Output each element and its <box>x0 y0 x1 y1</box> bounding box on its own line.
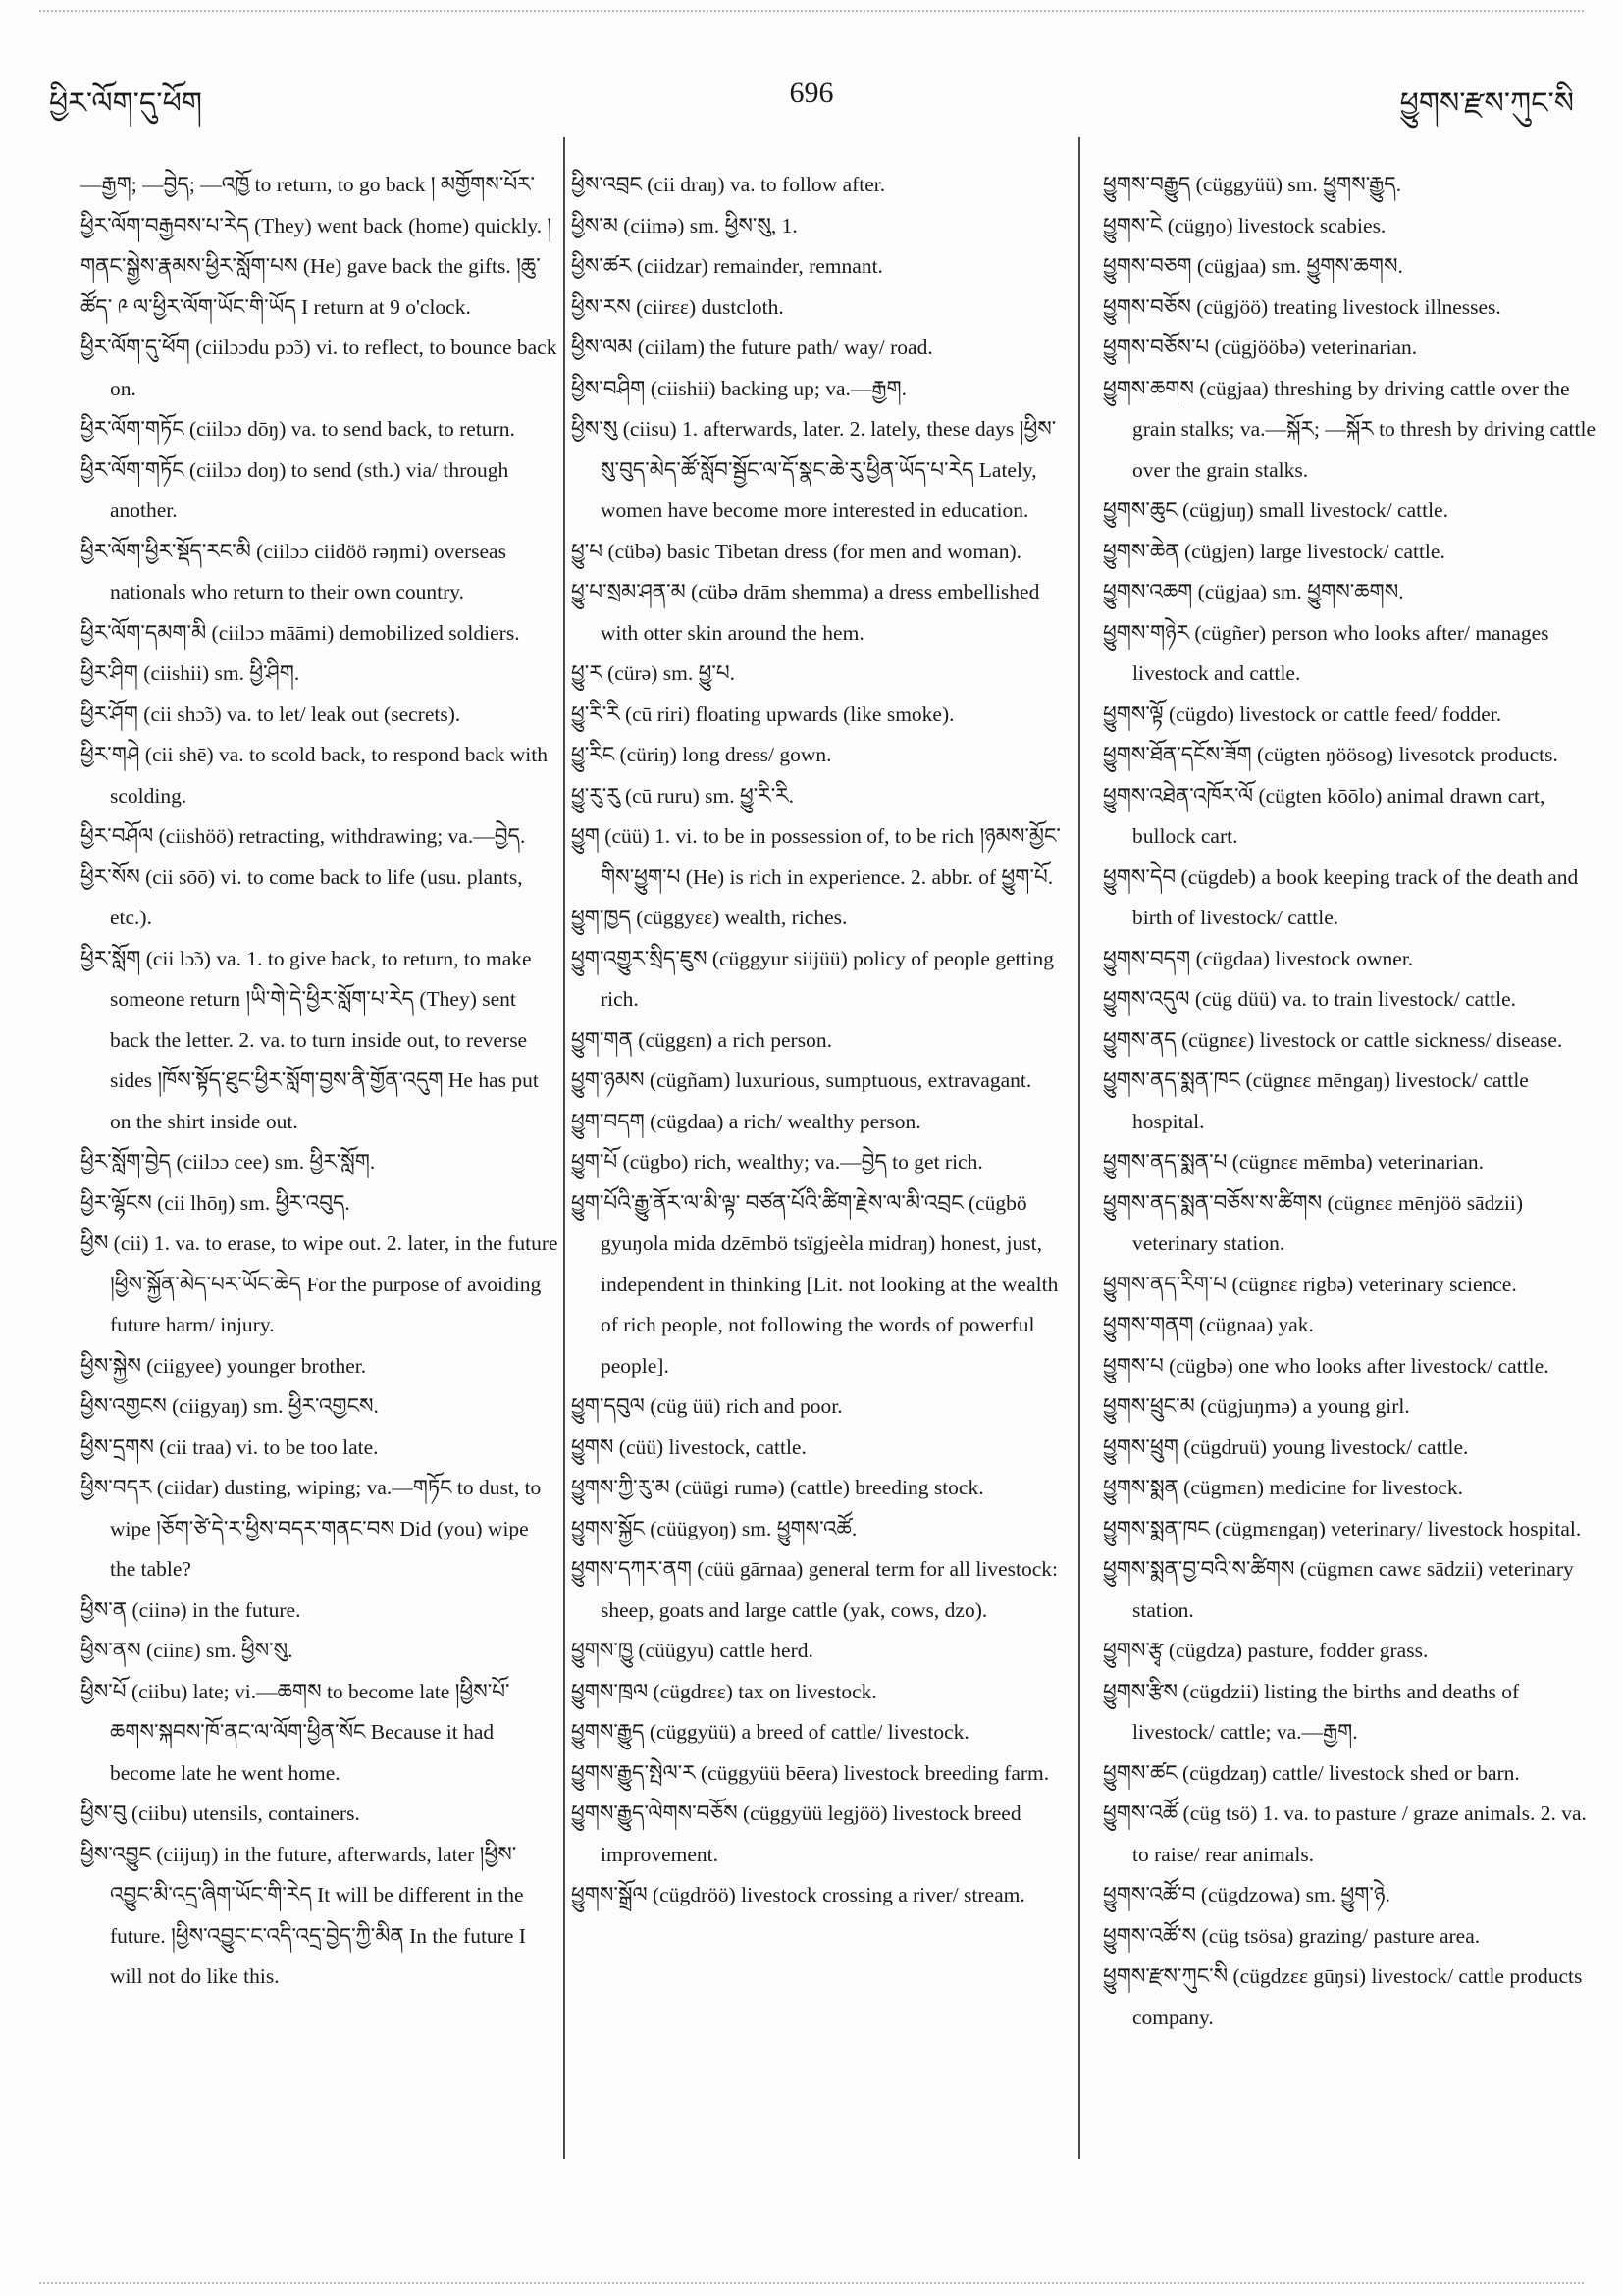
dictionary-entry: ཕྱིས་སུ (ciisu) 1. afterwards, later. 2. lately, these days །ཕྱིས་སུ་བུད་མེད་ཚོ་སློབ་སྦྱོང་ལ་དོ་སྣང་ཆེ་རུ་ཕྱིན་ཡོད་པ་རེད Lately, women have become more interested in education. <box>571 417 1057 522</box>
dictionary-entry: ཕྱུགས་བཅོས (cügjöö) treating livestock illnesses. <box>1103 294 1501 319</box>
dictionary-entry: ཕྱུགས་པ (cügbə) one who looks after livestock/ cattle. <box>1103 1353 1549 1378</box>
dictionary-entry: ཕྱུགས་ནད་རིག་པ (cügnɛɛ rigbə) veterinary science. <box>1103 1272 1517 1296</box>
dictionary-entry: ཕྱུ་པ་སྲམ་ཤན་མ (cübə drām shemma) a dress embellished with otter skin around the hem. <box>571 580 1040 645</box>
dictionary-entry: ཕྱིས་དྲགས (cii traa) vi. to be too late. <box>80 1435 379 1459</box>
dictionary-entry: ཕྱུགས་ཆེན (cügjen) large livestock/ cattle. <box>1103 539 1445 563</box>
column-middle <box>571 165 1064 1916</box>
dictionary-entry: ཕྱིར་ཤོག (cii shɔ̃ɔ) va. to let/ leak out (secrets). <box>80 702 461 726</box>
dictionary-entry: ཕྱིས་རས (ciirɛɛ) dustcloth. <box>571 294 784 319</box>
dictionary-entry: ཕྱིར་ལྷོངས (cii lhōŋ) sm. ཕྱིར་འབུད. <box>80 1190 350 1215</box>
dictionary-entry: ཕྱིར་གཤེ (cii shē) va. to scold back, to respond back with scolding. <box>80 743 548 808</box>
dictionary-entry: ཕྱིས་མ (ciimə) sm. ཕྱིས་སུ, 1. <box>571 213 798 237</box>
dictionary-entry: ཕྱིས་འབྱུང (ciijuŋ) in the future, afterwards, later །ཕྱིས་འབྱུང་མི་འདྲ་ཞིག་ཡོང་གི་རེད It will be different in the future. །ཕྱིས་འབྱུང་ང་འདི་འདྲ་བྱེད་ཀྱི་མིན In the future I will not do like this. <box>80 1842 526 1988</box>
dictionary-entry: ཕྱུགས་རྒྱུད་སྤེལ་ར (cüggyüü bēera) livestock breeding farm. <box>571 1760 1050 1785</box>
dictionary-entry: ཕྱིས་ནས (ciinɛ) sm. ཕྱིས་སུ. <box>80 1639 293 1662</box>
dictionary-entry: ཕྱུག་པོའི་རྒྱུ་ནོར་ལ་མི་ལྟ་ བཙན་པོའི་ཚིག་རྗེས་ལ་མི་འབྲང (cügbö gyuŋola mida dzēmbö tsïgjeèla midraŋ) honest, just, independent in thinking [Lit. not looking at the wealth of rich people, not following the words of powerful people]. <box>571 1190 1059 1378</box>
dictionary-entry: ཕྱིས་འགྱངས (ciigyaŋ) sm. ཕྱིར་འགྱངས. <box>80 1394 379 1418</box>
dictionary-entry: ཕྱིར་སོས (cii sōō) vi. to come back to life (usu. plants, etc.). <box>80 864 523 929</box>
dictionary-entry: ཕྱིས་བཤིག (ciishii) backing up; va.—རྒྱག. <box>571 376 908 400</box>
dictionary-entry: ཕྱུགས་རྫས་ཀུང་སི (cügdzɛɛ gūŋsi) livestock/ cattle products company. <box>1103 1964 1583 2029</box>
dictionary-entry: ཕྱུ་རིང (cüriŋ) long dress/ gown. <box>571 743 832 766</box>
dictionary-entry: ཕྱུགས་བརྒྱུད (cüggyüü) sm. ཕྱུགས་རྒྱུད. <box>1103 173 1402 196</box>
dictionary-entry: ཕྱུགས་སྐྱོང (cüügyoŋ) sm. ཕྱུགས་འཚོ. <box>571 1516 858 1540</box>
dictionary-entry: ཕྱུགས་གཉེར (cügñer) person who looks after/ manages livestock and cattle. <box>1103 620 1549 685</box>
page-number: 696 <box>789 77 834 109</box>
dictionary-entry: ཕྱུགས་རྩྭ (cügdza) pasture, fodder grass. <box>1103 1639 1429 1662</box>
dictionary-entry: ཕྱུགས་ཆགས (cügjaa) threshing by driving cattle over the grain stalks; va.—སྐོར; —སྐོར to thresh by driving cattle over the grain stalks. <box>1103 376 1596 482</box>
dictionary-entry: ཕྱིར་ལོག་ཕྱིར་སྡོད་རང་མི (ciilɔɔ ciidöö rəŋmi) overseas nationals who return to their own country. <box>80 539 506 603</box>
dictionary-entry: ཕྱུགས (cüü) livestock, cattle. <box>571 1435 807 1459</box>
dictionary-entry: ཕྱིར་སློག་བྱེད (ciilɔɔ cee) sm. ཕྱིར་སློག. <box>80 1150 376 1174</box>
dictionary-entry: ཕྱུགས་ཁྲལ (cügdrɛɛ) tax on livestock. <box>571 1679 877 1703</box>
running-head-left: ཕྱིར་ལོག་དུ་ཕོག <box>49 87 202 120</box>
dictionary-entry: ཕྱིས་སྐྱེས (ciigyee) younger brother. <box>80 1353 367 1378</box>
dictionary-entry: ཕྱུགས་ཁྱུ (cüügyu) cattle herd. <box>571 1639 813 1662</box>
dictionary-entry: ཕྱུག་བདག (cügdaa) a rich/ wealthy person. <box>571 1109 921 1133</box>
dictionary-entry: ཕྱིར་ལོག་དམག་མི (ciilɔɔ māāmi) demobilized soldiers. <box>80 620 520 645</box>
dictionary-entry: ཕྱུགས་འཚོ (cüg tsö) 1. va. to pasture / graze animals. 2. va. to raise/ rear animals. <box>1103 1801 1587 1866</box>
dictionary-entry: ཕྱུགས་ངེ (cügŋo) livestock scabies. <box>1103 213 1387 237</box>
dictionary-entry: ཕྱུགས་འཚོ་བ (cügdzowa) sm. ཕྱུག་ཉེ. <box>1103 1883 1390 1906</box>
dictionary-entry: ཕྱུགས་རྩིས (cügdzii) listing the births and deaths of livestock/ cattle; va.—རྒྱག. <box>1103 1679 1520 1744</box>
dictionary-entry: ཕྱིས་ན (ciinə) in the future. <box>80 1597 301 1622</box>
dictionary-entry: ཕྱུགས་འཚོ་ས (cüg tsösa) grazing/ pasture area. <box>1103 1923 1481 1948</box>
dictionary-entry: ཕྱུགས་འཐེན་འཁོར་ལོ (cügten kōōlo) animal drawn cart, bullock cart. <box>1103 783 1545 848</box>
dictionary-entry: ཕྱིས་འབྲང (cii draŋ) va. to follow after. <box>571 173 886 196</box>
dictionary-entry: ཕྱུགས་དེབ (cügdeb) a book keeping track of the death and birth of livestock/ cattle. <box>1103 864 1579 929</box>
dictionary-entry: ཕྱུགས་ཕྲུག (cügdruü) young livestock/ cattle. <box>1103 1435 1469 1459</box>
dictionary-entry: ཕྱིས་བུ (ciibu) utensils, containers. <box>80 1801 360 1825</box>
dictionary-entry: ཕྱིར་ལོག་དུ་ཕོག (ciilɔɔdu pɔ̃ɔ) vi. to reflect, to bounce back on. <box>80 336 557 400</box>
dictionary-entry: ཕྱུགས་འཆག (cügjaa) sm. ཕྱུགས་ཆགས. <box>1103 580 1404 603</box>
dictionary-entry: ཕྱུགས་རྒྱུད་ལེགས་བཅོས (cüggyüü legjöö) livestock breed improvement. <box>571 1801 1021 1866</box>
dictionary-entry: ཕྱུག་དབུལ (cüg üü) rich and poor. <box>571 1394 843 1418</box>
dictionary-entry: ཕྱིར་ཤིག (ciishii) sm. ཕྱི་ཤིག. <box>80 661 300 685</box>
column-divider <box>563 137 565 2159</box>
dictionary-entry: ཕྱུ་ར (cürə) sm. ཕྱུ་པ. <box>571 661 736 685</box>
dictionary-entry: ཕྱིས་བདར (ciidar) dusting, wiping; va.—གཏོང to dust, to wipe །ཅོག་ཙེ་དེ་ར་ཕྱིས་བདར་གནང་བས Did (you) wipe the table? <box>80 1476 542 1581</box>
dictionary-entry: ཕྱུགས་ཐོན་དངོས་ཟོག (cügten ŋöösog) livesotck products. <box>1103 743 1558 766</box>
dictionary-entry: —རྒྱག; —བྱེད; —འཁྱོ to return, to go back ། མགྱོགས་པོར་ཕྱིར་ལོག་བརྒྱབས་པ་རེད (They) went back (home) quickly. །གནང་སྒྱེས་རྣམས་ཕྱིར་སློག་པས (He) gave back the gifts. །ཆུ་ཚོད་ ༩ ལ་ཕྱིར་ལོག་ཡོང་གི་ཡོད I return at 9 o'clock. <box>80 173 552 319</box>
dictionary-entry: ཕྱུགས་སྨན་བྱ་བའི་ས་ཚིགས (cügmɛn cawɛ sādzii) veterinary station. <box>1103 1557 1574 1622</box>
page-header <box>0 0 1623 147</box>
dictionary-entry: ཕྱུག་གན (cüggɛn) a rich person. <box>571 1027 832 1052</box>
dictionary-entry: ཕྱུགས་འདུལ (cüg düü) va. to train livestock/ cattle. <box>1103 987 1517 1011</box>
dictionary-entry: ཕྱིར་ལོག་གཏོང (ciilɔɔ doŋ) to send (sth.) via/ through another. <box>80 457 509 522</box>
dictionary-entry: ཕྱུགས་ཀྱི་རུ་མ (cüügi rumə) (cattle) breeding stock. <box>571 1476 984 1499</box>
dictionary-entry: ཕྱུག་འགྱུར་སྲིད་ཇུས (cüggyur siijüü) policy of people getting rich. <box>571 946 1054 1011</box>
dictionary-entry: ཕྱུག་ཉམས (cügñam) luxurious, sumptuous, extravagant. <box>571 1069 1032 1092</box>
dictionary-entry: ཕྱུགས་ཆུང (cügjuŋ) small livestock/ cattle. <box>1103 498 1448 522</box>
dictionary-entry: ཕྱིས་ཚར (ciidzar) remainder, remnant. <box>571 254 883 278</box>
dictionary-entry: ཕྱུག (cüü) 1. vi. to be in possession of, to be rich །ཉམས་མྱོང་གིས་ཕྱུག་པ (He) is rich in experience. 2. abbr. of ཕྱུག་པོ. <box>571 824 1061 889</box>
column-divider <box>1078 137 1080 2159</box>
dictionary-entry: ཕྱུགས་སྨན (cügmɛn) medicine for livestock. <box>1103 1476 1464 1499</box>
dictionary-entry: ཕྱིར་བཤོལ (ciishöö) retracting, withdrawing; va.—བྱེད. <box>80 824 526 848</box>
dictionary-entry: ཕྱུ་རུ་རུ (cū ruru) sm. ཕྱུ་རི་རི. <box>571 783 794 808</box>
dictionary-entry: ཕྱུགས་བཅོས་པ (cügjööbə) veterinarian. <box>1103 336 1418 359</box>
dictionary-entry: ཕྱུགས་རྒྱུད (cüggyüü) a breed of cattle/ livestock. <box>571 1720 969 1744</box>
dictionary-entry: ཕྱུགས་ནད་སྨན་བཅོས་ས་ཚིགས (cügnɛɛ mēnjöö sādzii) veterinary station. <box>1103 1190 1524 1255</box>
running-head-right: ཕྱུགས་རྫས་ཀུང་སི <box>1399 87 1574 120</box>
dictionary-entry: ཕྱུགས་གནག (cügnaa) yak. <box>1103 1313 1314 1336</box>
dictionary-entry: ཕྱུགས་ནད (cügnɛɛ) livestock or cattle sickness/ disease. <box>1103 1027 1563 1052</box>
dictionary-entry: ཕྱིར་སློག (cii lɔ̃ɔ) va. 1. to give back, to return, to make someone return །ཡི་གེ་དེ་ཕྱིར་སློག་པ་རེད (They) sent back the letter. 2. va. to turn inside out, to reverse sides །ཁོས་སྟོད་ཐུང་ཕྱིར་སློག་བྱས་ནི་གྱོན་འདུག He has put on the shirt inside out. <box>80 946 539 1133</box>
dictionary-entry: ཕྱུག་ཁྱད (cüggyɛɛ) wealth, riches. <box>571 906 848 929</box>
dictionary-entry: ཕྱིས (cii) 1. va. to erase, to wipe out. 2. later, in the future །ཕྱིས་སྐྱོན་མེད་པར་ཡོང་ཆེད For the purpose of avoiding future harm/ injury. <box>80 1231 558 1336</box>
dictionary-entry: ཕྱུགས་བདག (cügdaa) livestock owner. <box>1103 946 1414 970</box>
dictionary-entry: ཕྱུགས་བཅག (cügjaa) sm. ཕྱུགས་ཆགས. <box>1103 254 1403 278</box>
dictionary-entry: ཕྱུ་རི་རི (cū riri) floating upwards (like smoke). <box>571 702 955 726</box>
dictionary-entry: ཕྱུགས་སྒྲོལ (cügdröö) livestock crossing a river/ stream. <box>571 1883 1025 1906</box>
dictionary-entry: ཕྱུགས་ནད་སྨན་པ (cügnɛɛ mēmba) veterinarian. <box>1103 1150 1485 1174</box>
dictionary-entry: ཕྱུགས་ལྟོ (cügdo) livestock or cattle feed/ fodder. <box>1103 702 1502 726</box>
column-right <box>1103 165 1603 2038</box>
dictionary-entry: ཕྱུ་པ (cübə) basic Tibetan dress (for men and woman). <box>571 539 1021 563</box>
bottom-scan-edge <box>39 2282 1584 2286</box>
dictionary-entry: ཕྱུགས་ནད་སྨན་ཁང (cügnɛɛ mēngaŋ) livestock/ cattle hospital. <box>1103 1069 1529 1133</box>
dictionary-entry: ཕྱིར་ལོག་གཏོང (ciilɔɔ dōŋ) va. to send back, to return. <box>80 417 515 441</box>
dictionary-entry: ཕྱུག་པོ (cügbo) rich, wealthy; va.—བྱེད to get rich. <box>571 1150 983 1174</box>
dictionary-entry: ཕྱུགས་ཕྲུང་མ (cügjuŋmə) a young girl. <box>1103 1394 1410 1418</box>
dictionary-entry: ཕྱིས་ལམ (ciilam) the future path/ way/ road. <box>571 336 933 359</box>
column-left <box>80 165 558 1998</box>
dictionary-entry: ཕྱུགས་སྨན་ཁང (cügmɛngaŋ) veterinary/ livestock hospital. <box>1103 1516 1582 1540</box>
dictionary-entry: ཕྱུགས་དཀར་ནག (cüü gārnaa) general term for all livestock: sheep, goats and large cattle (yak, cows, dzo). <box>571 1557 1059 1622</box>
dictionary-entry: ཕྱུགས་ཚང (cügdzaŋ) cattle/ livestock shed or barn. <box>1103 1760 1520 1785</box>
dictionary-entry: ཕྱིས་པོ (ciibu) late; vi.—ཆགས to become late །ཕྱིས་པོ་ཆགས་སྐབས་ཁོ་ནང་ལ་ལོག་ཕྱིན་སོང Because it had become late he went home. <box>80 1679 510 1785</box>
